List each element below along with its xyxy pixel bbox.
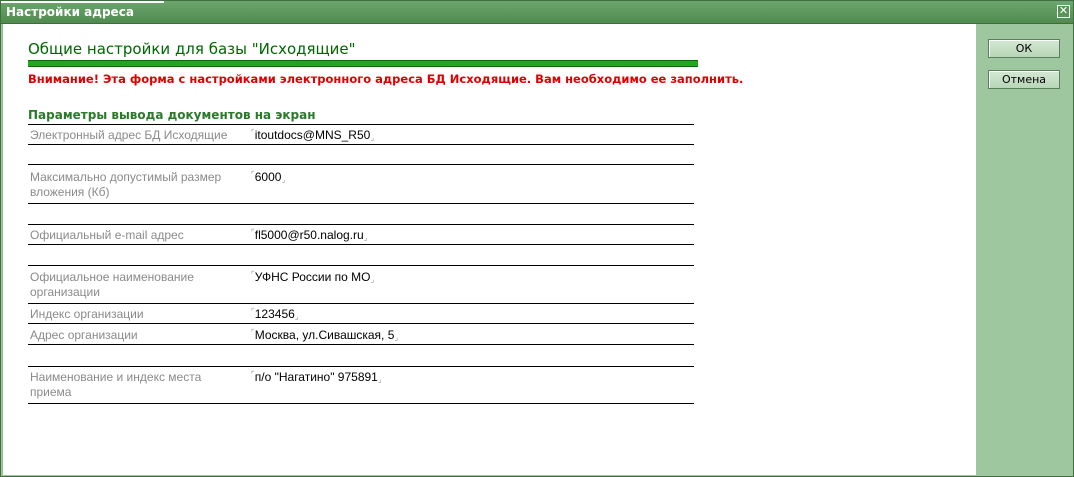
field-start-marker-icon: ⌜ [251,270,255,279]
field-end-marker-icon: ⌟ [363,233,368,242]
field-label-org-name: Официальное наименование организации [30,270,194,299]
field-max-attachment[interactable] [251,170,285,184]
field-label-org-address: Адрес организации [30,328,138,342]
field-end-marker-icon: ⌟ [370,133,375,142]
field-label-org-index: Индекс организации [30,307,144,321]
section-title: Параметры вывода документов на экран [28,108,316,122]
field-start-marker-icon: ⌜ [251,328,255,337]
form-content [2,24,976,475]
row-divider [28,164,694,165]
row-divider [28,323,694,324]
field-label-official-email: Официальный e-mail адрес [30,228,184,242]
field-org-index[interactable] [251,307,299,321]
field-value: 123456 [254,307,295,321]
page-title: Общие настройки для базы "Исходящие" [28,40,356,58]
field-start-marker-icon: ⌜ [251,370,255,379]
action-panel [977,24,1073,475]
row-divider [28,144,694,145]
close-icon[interactable]: ✕ [1058,5,1069,17]
row-divider [28,244,694,245]
row-divider [28,265,694,266]
warning-message: Внимание! Эта форма с настройками электронного адреса БД Исходящие. Вам необходимо ее заполнить. [28,72,744,86]
field-label-max-attachment: Максимально допустимый размер вложения (Кб) [30,170,222,199]
title-bar[interactable] [1,1,1073,24]
field-end-marker-icon: ⌟ [370,275,375,284]
field-start-marker-icon: ⌜ [251,228,255,237]
cancel-button[interactable]: Отмена [988,70,1060,89]
field-value: fl5000@r50.nalog.ru [254,228,364,242]
field-value: УФНС России по МО [254,270,371,284]
field-label-reception-place: Наименование и индекс места приема [30,370,202,399]
field-db-address[interactable] [251,128,374,142]
row-divider [28,366,694,367]
field-org-address[interactable] [251,328,398,342]
title-bar-highlight [1,1,164,3]
field-value: п/о "Нагатино" 975891 [254,370,378,384]
field-end-marker-icon: ⌟ [281,175,286,184]
window-title: Настройки адреса [6,5,134,19]
ok-button[interactable]: ОК [988,39,1060,58]
row-divider [28,224,694,225]
field-start-marker-icon: ⌜ [251,307,255,316]
row-divider [28,303,694,304]
row-divider [28,124,694,125]
field-end-marker-icon: ⌟ [377,375,382,384]
row-divider [28,403,694,404]
field-start-marker-icon: ⌜ [251,170,255,179]
field-end-marker-icon: ⌟ [294,312,299,321]
row-divider [28,344,694,345]
heading-divider [28,60,698,67]
field-label-db-address: Электронный адрес БД Исходящие [30,128,228,142]
field-official-email[interactable] [251,228,367,242]
field-value: Москва, ул.Сивашская, 5 [254,328,395,342]
field-value: 6000 [254,170,282,184]
field-reception-place[interactable] [251,370,382,384]
field-start-marker-icon: ⌜ [251,128,255,137]
field-end-marker-icon: ⌟ [394,333,399,342]
field-org-name[interactable] [251,270,374,284]
row-divider [28,203,694,204]
field-value: itoutdocs@MNS_R50 [254,128,371,142]
